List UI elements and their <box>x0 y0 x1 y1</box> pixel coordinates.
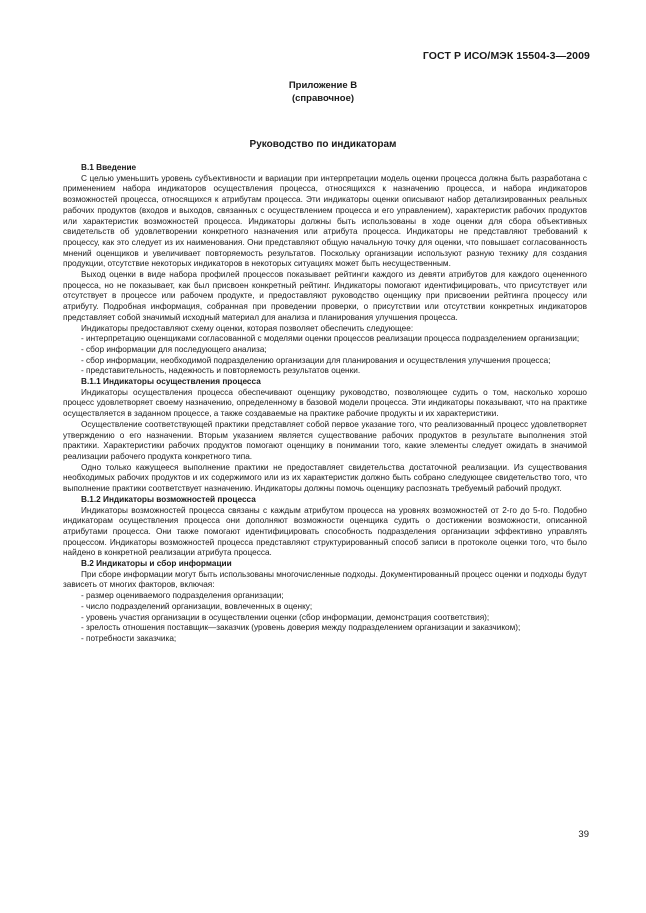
section-heading: В.2 Индикаторы и сбор информации <box>81 559 232 569</box>
list-item: - уровень участия организации в осуществлении оценки (сбор информации, демонстрация соответствия); <box>81 612 490 622</box>
document-body <box>63 163 587 645</box>
list-item: - представительность, надежность и повторяемость результатов оценки. <box>81 366 361 376</box>
standard-header: ГОСТ Р ИСО/МЭК 15504-3—2009 <box>422 50 590 62</box>
section-heading: В.1.1 Индикаторы осуществления процесса <box>81 377 261 387</box>
list-item: - зрелость отношения поставщик—заказчик (уровень доверия между подразделением организации и заказчиком); <box>81 623 521 633</box>
section-heading: В.1 Введение <box>81 163 137 172</box>
paragraph: Одно только кажущееся выполнение практики не предоставляет свидетельства достаточной реализации. Из существования необходимых рабочих продуктов и их содержимого или из их характеристик должно быть собрано следующее свидетельство того, что выполнение практики соответствует назначению. Индикаторы должны помочь оценщику распознать требуемый рабочий продукт. <box>63 462 587 494</box>
annex-subtitle: (справочное) <box>291 93 355 104</box>
list-item: - сбор информации, необходимой подразделению организации для планирования и осуществления улучшения процесса; <box>81 355 551 365</box>
section-heading: В.1.2 Индикаторы возможностей процесса <box>81 494 256 504</box>
annex-title: Приложение В <box>288 80 358 91</box>
list-item: - сбор информации для последующего анализа; <box>81 344 267 354</box>
list-item: - число подразделений организации, вовлеченных в оценку; <box>81 601 313 611</box>
list-item: - размер оцениваемого подразделения организации; <box>81 591 284 601</box>
paragraph: С целью уменьшить уровень субъективности и вариации при интерпретации модель оценки процесса должна быть разработана с применением набора индикаторов осуществления процесса, относящихся к назначению процесса, и набора индикаторов возможностей процесса, относящихся к атрибутам процесса. Эти индикаторы оценки описывают набор детализированных реальных рабочих продуктов (входов и выходов, связанных с осуществлением процесса и его управлением), характеристик рабочих продуктов или характеристик возможностей процесса. Индикаторы должны быть использованы в ходе оценки для сбора объективных свидетельств об удовлетворении конкретного назначения или атрибута процесса. Индикаторы не представляют требований к процессу, как это следует из их наименования. Они представляют общую начальную точку для оценки, что повышает согласованность мнений оценщиков и увеличивает повторяемость результатов. Поскольку организации используют разную технику для создания продукции, отсутствие некоторых индикаторов в некоторых ситуациях может быть несущественным. <box>63 173 587 269</box>
paragraph: Индикаторы осуществления процесса обеспечивают оценщику руководство, позволяющее судить о том, насколько хорошо процесс удовлетворяет своему назначению, определенному в базовой модели процесса. Эти индикаторы показывают, что на практике осуществляется в заданном процессе, а также создаваемые на практике рабочие продукты и их характеристики. <box>63 387 587 419</box>
list-item: - интерпретацию оценщиками согласованной с моделями оценки процессов реализации процесса подразделением организации; <box>81 334 580 344</box>
paragraph: Осуществление соответствующей практики представляет собой первое указание того, что реализованный процесс удовлетворяет утверждению о его назначении. Вторым указанием является существование рабочих продуктов в результате выполнения этой практики. Характеристики рабочих продуктов помогают оценщику в понимании того, какие элементы следует ожидать в значимой реализации рабочего продукта конкретного типа. <box>63 419 587 461</box>
paragraph: Индикаторы предоставляют схему оценки, которая позволяет обеспечить следующее: <box>81 323 414 333</box>
document-title: Руководство по индикаторам <box>249 139 397 150</box>
paragraph: При сборе информации могут быть использованы многочисленные подходы. Документированный процесс оценки и подходы будут зависеть от многих факторов, включая: <box>63 569 587 590</box>
paragraph: Выход оценки в виде набора профилей процессов показывает рейтинги каждого из девяти атрибутов для каждого оцененного процесса, но не показывает, как был присвоен конкретный рейтинг. Индикаторы помогают идентифицировать, что присутствует или отсутствует в процессе или рабочем продукте, и предоставляют руководство оценщику при присвоении рейтинга процессу или атрибуту. Подробная информация, собранная при проведении проверки, о присутствии или отсутствии конкретных индикаторов представляет собой значимый исходный материал для анализа и планирования улучшения процесса. <box>63 270 587 322</box>
paragraph: Индикаторы возможностей процесса связаны с каждым атрибутом процесса на уровнях возможностей от 2-го до 5-го. Подобно индикаторам осуществления процесса они дополняют возможности оценщика судить о достижении возможности, описанной атрибутами процесса. Они также помогают идентифицировать способность подразделения организации эффективно управлять процессом. Индикаторы возможностей процесса представляют структурированный способ записи в протоколе оценки того, что было найдено в конкретной реализации атрибута процесса. <box>63 505 587 558</box>
page-number: 39 <box>578 829 589 840</box>
list-item: - потребности заказчика; <box>81 633 177 643</box>
